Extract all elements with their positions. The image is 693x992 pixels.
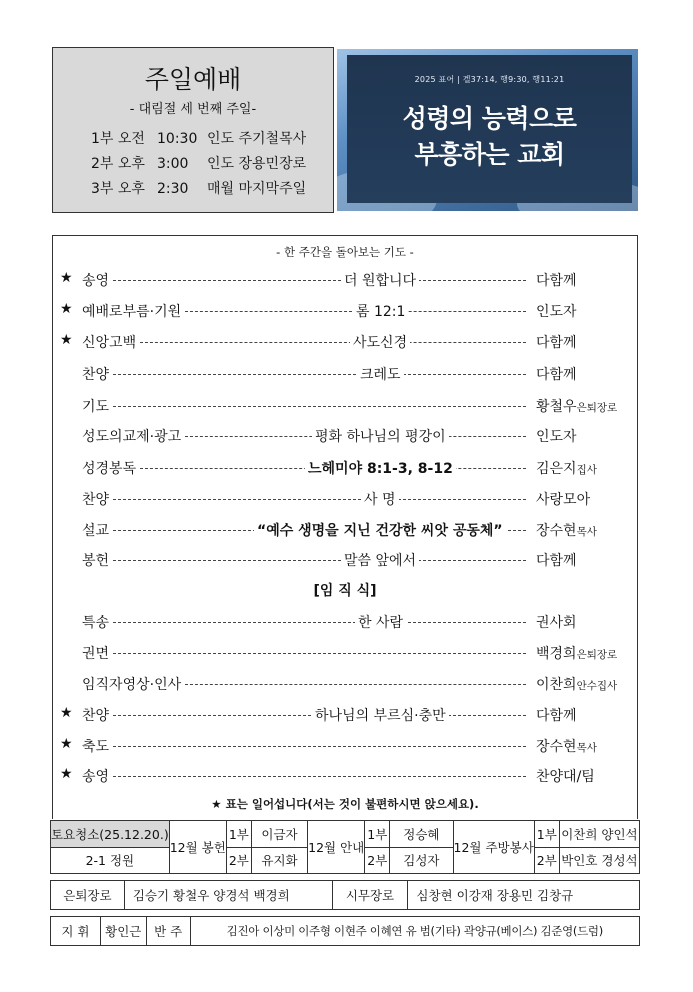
page-subtitle: - 대림절 세 번째 주일-: [129, 102, 257, 117]
service-item-leader: 장수현목사: [536, 523, 597, 539]
stand-star: ★: [60, 736, 73, 752]
offering-label: 12월 봉헌: [169, 821, 226, 874]
stand-star: ★: [60, 766, 73, 782]
leader-dots: [113, 406, 526, 407]
leader-dots: [140, 342, 526, 343]
leader-title: 은퇴장로: [576, 649, 618, 661]
stand-star: ★: [60, 332, 73, 348]
service-item-leader: 백경희은퇴장로: [536, 646, 618, 662]
service-item-leader: 권사회: [536, 615, 577, 631]
service-item-name: 성경봉독: [82, 458, 138, 478]
service-item-name: 송영: [82, 766, 111, 786]
elders-table: [50, 880, 640, 910]
motto-banner: [337, 49, 638, 211]
leader-dots: [113, 280, 526, 281]
service-item-content: 더 원합니다: [341, 270, 419, 290]
service-item-leader: 다함께: [536, 273, 577, 289]
service-item-name: 신앙고백: [82, 332, 138, 352]
service-item-leader: 다함께: [536, 367, 577, 383]
leader-title: 안수집사: [576, 680, 618, 692]
offering-part: 1부: [226, 821, 251, 848]
service-item-content: 롬 12:1: [353, 301, 408, 321]
service-item-content: 사 명: [361, 489, 399, 509]
banner-line1: 성령의 능력으로: [402, 104, 577, 133]
stand-star: ★: [60, 705, 73, 721]
leader-dots: [113, 622, 526, 623]
leader-dots: [113, 560, 526, 561]
service-item-leader: 김은지집사: [536, 461, 597, 477]
guide-part: 1부: [365, 821, 390, 848]
service-item-content: 크레도: [357, 364, 404, 384]
service-item-leader: 다함께: [536, 553, 577, 569]
active-elders: 심창현 이강재 장용민 김창규: [408, 881, 640, 910]
band-members: 김진아 이상미 이주형 이현주 이혜연 유 범(기타) 곽양규(베이스) 김준영(드럼): [190, 917, 639, 946]
service-row: [60, 270, 630, 292]
schedule-item: 2부 오후 3:00 인도 장용민장로: [91, 156, 307, 172]
service-item-name: 봉헌: [82, 550, 111, 570]
guide-name: 김성자: [390, 847, 453, 874]
banner-panel: [347, 55, 632, 203]
lunch-name: 이찬희 양인석: [559, 821, 639, 848]
service-item-content: “예수 생명을 지닌 건강한 씨앗 공동체”: [254, 520, 506, 540]
lunch-name: 박인호 경성석: [559, 847, 639, 874]
service-item-name: 임직자영상·인사: [82, 674, 183, 694]
service-item-leader: 장수현목사: [536, 739, 597, 755]
lunch-label: 12월 주방봉사: [453, 821, 534, 874]
service-item-content: 말씀 앞에서: [341, 550, 419, 570]
service-row: [60, 301, 630, 323]
band-label: 반 주: [146, 917, 190, 946]
service-row: [60, 458, 630, 480]
service-item-leader: 찬양대/팀: [536, 769, 595, 785]
guide-name: 정승혜: [390, 821, 453, 848]
service-row: [60, 674, 630, 696]
schedule-item: 1부 오전 10:30 인도 주기철목사: [91, 131, 307, 147]
service-row: [60, 643, 630, 665]
music-table: [50, 916, 640, 946]
leader-title: 목사: [576, 742, 597, 754]
service-row: [60, 364, 630, 386]
service-item-name: 특송: [82, 612, 111, 632]
service-item-content: 하나님의 부르심·충만: [312, 705, 449, 725]
appointment-heading: [임 직 식]: [313, 583, 377, 599]
guide-label: 12월 안내: [308, 821, 365, 874]
retired-elders-label: 은퇴장로: [51, 881, 125, 910]
leader-title: 집사: [576, 464, 597, 476]
leader-dots: [113, 746, 526, 747]
offering-part: 2부: [226, 847, 251, 874]
leader-title: 은퇴장로: [576, 402, 618, 414]
conductor: 황인근: [100, 917, 146, 946]
service-row: [60, 520, 630, 542]
leader-dots: [185, 684, 526, 685]
conductor-label: 지 휘: [51, 917, 101, 946]
service-row: [60, 426, 630, 448]
service-item-leader: 황철우은퇴장로: [536, 399, 618, 415]
schedule-item: 3부 오후 2:30 매월 마지막주일: [91, 181, 307, 197]
service-row: [60, 332, 630, 354]
cleaning-value: 2-1 정원: [51, 847, 170, 874]
service-item-name: 기도: [82, 396, 111, 416]
leader-dots: [113, 776, 526, 777]
service-row: [60, 489, 630, 511]
service-item-leader: 인도자: [536, 304, 577, 320]
service-item-name: 설교: [82, 520, 111, 540]
page-title: 주일예배: [144, 65, 242, 94]
service-item-leader: 다함께: [536, 335, 577, 351]
service-item-leader: 다함께: [536, 708, 577, 724]
service-row: [60, 705, 630, 727]
service-item-name: 축도: [82, 736, 111, 756]
worship-info-box: [52, 47, 334, 213]
lunch-part: 1부: [534, 821, 559, 848]
service-item-content: 평화 하나님의 평강이: [312, 426, 449, 446]
service-row: [60, 766, 630, 788]
service-row: [60, 550, 630, 572]
service-item-content: 느헤미야 8:1-3, 8-12: [305, 458, 456, 478]
service-item-name: 찬양: [82, 705, 111, 725]
service-item-name: 예배로부름·기원: [82, 301, 183, 321]
service-item-leader: 이찬희안수집사: [536, 677, 618, 693]
banner-verse: 2025 표어 | 겔37:14, 행9:30, 행11:21: [414, 75, 565, 84]
banner-line2: 부흥하는 교회: [414, 140, 565, 169]
service-item-content: 사도신경: [350, 332, 410, 352]
offering-name: 이금자: [251, 821, 307, 848]
active-elders-label: 시무장로: [332, 881, 408, 910]
leader-title: 목사: [576, 526, 597, 538]
leader-dots: [113, 374, 526, 375]
service-item-name: 찬양: [82, 364, 111, 384]
duty-table: [50, 820, 640, 874]
guide-part: 2부: [365, 847, 390, 874]
standing-note: ★ 표는 일어섭니다(서는 것이 불편하시면 앉으세요).: [211, 797, 479, 811]
service-row: [60, 612, 630, 634]
offering-name: 유지화: [251, 847, 307, 874]
service-row: [60, 396, 630, 418]
retired-elders: 김승기 황철우 양경석 백경희: [124, 881, 332, 910]
service-row: [60, 736, 630, 758]
leader-dots: [113, 499, 526, 500]
stand-star: ★: [60, 270, 73, 286]
service-item-name: 성도의교제·광고: [82, 426, 183, 446]
service-item-leader: 사랑모아: [536, 492, 591, 508]
service-item-name: 권면: [82, 643, 111, 663]
lunch-part: 2부: [534, 847, 559, 874]
order-heading: - 한 주간을 돌아보는 기도 -: [276, 245, 414, 259]
service-item-name: 찬양: [82, 489, 111, 509]
leader-dots: [113, 653, 526, 654]
stand-star: ★: [60, 301, 73, 317]
service-item-name: 송영: [82, 270, 111, 290]
service-item-content: 한 사람: [355, 612, 406, 632]
service-item-leader: 인도자: [536, 429, 577, 445]
cleaning-label: 토요청소(25.12.20.): [51, 821, 170, 848]
